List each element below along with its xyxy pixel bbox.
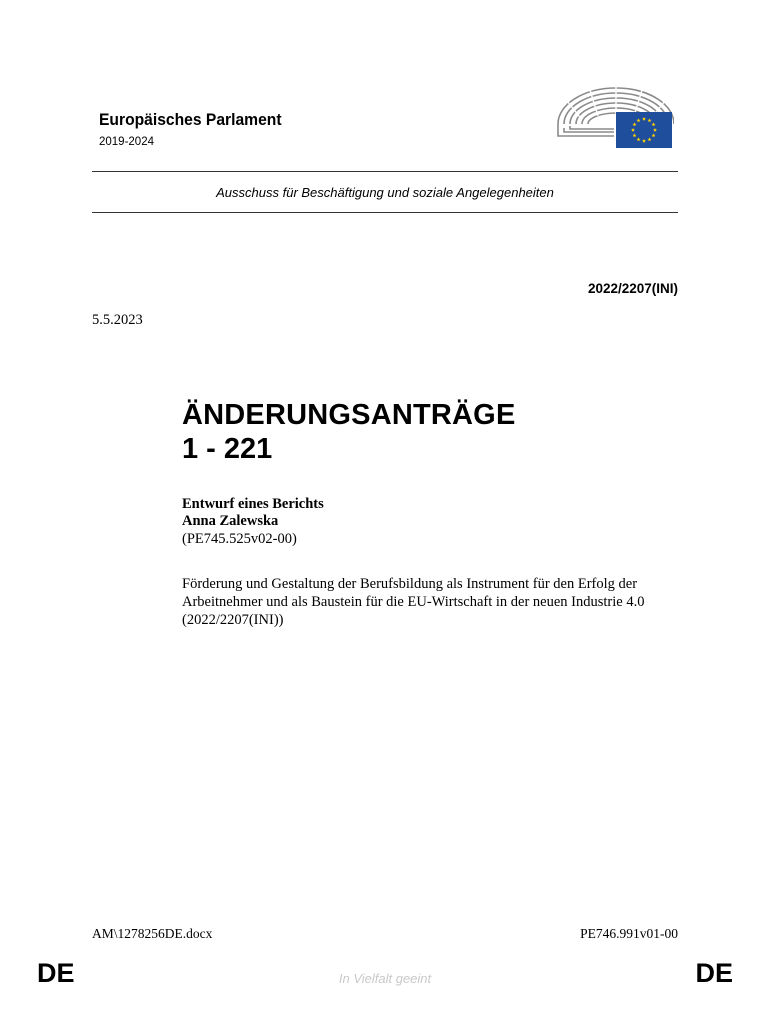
- pe-reference: (PE745.525v02-00): [182, 531, 297, 547]
- eu-motto: In Vielfalt geeint: [338, 971, 432, 986]
- header-divider-bottom: [92, 212, 678, 213]
- subject-line: Arbeitnehmer und als Baustein für die EU-Wirtschaft in der neuen Industrie 4.0: [182, 594, 645, 610]
- language-code-right: DE: [695, 958, 733, 988]
- rapporteur-name: Anna Zalewska: [182, 513, 279, 529]
- procedure-number: 2022/2207(INI): [587, 281, 678, 296]
- draft-type: Entwurf eines Berichts: [182, 496, 324, 512]
- file-name: AM\1278256DE.docx: [92, 926, 213, 941]
- report-subject: [182, 575, 682, 629]
- parliamentary-term: 2019-2024: [99, 136, 154, 148]
- language-code-left: DE: [37, 958, 75, 988]
- document-date: 5.5.2023: [92, 312, 143, 328]
- amendment-range: 1 - 221: [182, 433, 273, 465]
- institution-name: Europäisches Parlament: [99, 110, 282, 129]
- committee-name: Ausschuss für Beschäftigung und soziale Angelegenheiten: [216, 185, 554, 200]
- subject-line: (2022/2207(INI)): [182, 612, 284, 628]
- subject-line: Förderung und Gestaltung der Berufsbildung als Instrument für den Erfolg der: [182, 576, 638, 592]
- header-divider-top: [92, 171, 678, 172]
- european-parliament-logo: [550, 84, 674, 150]
- document-title: ÄNDERUNGSANTRÄGE: [182, 399, 516, 431]
- pe-number: PE746.991v01-00: [580, 926, 678, 941]
